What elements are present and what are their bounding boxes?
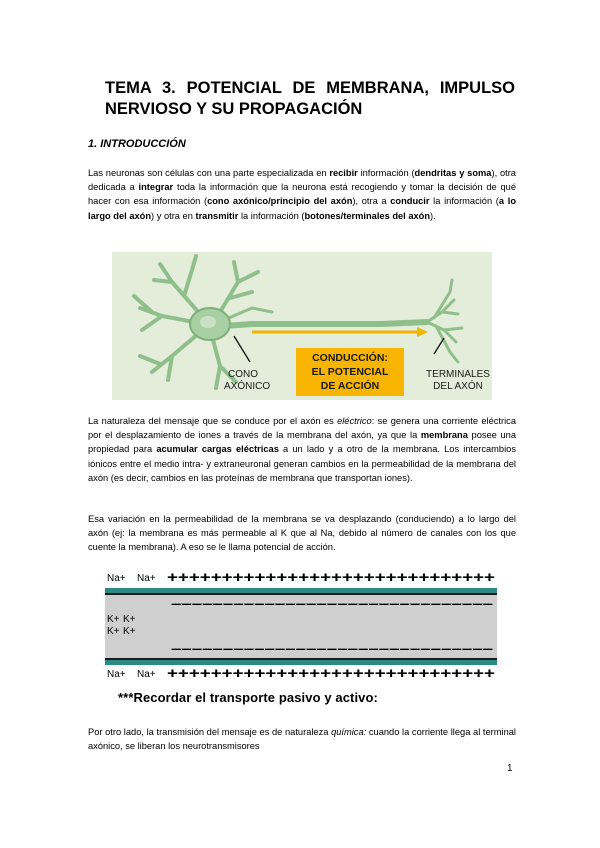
box-line2: EL POTENCIAL bbox=[311, 366, 389, 378]
minus-row-bottom: ––––––––––––––––––––––––––––––– bbox=[171, 640, 494, 656]
recall-note: ***Recordar el transporte pasivo y activo: bbox=[118, 690, 378, 705]
membrane-bottom-edge bbox=[105, 658, 497, 660]
box-line1: CONDUCCIÓN: bbox=[312, 352, 388, 364]
title-line-2: NERVIOSO Y SU PROPAGACIÓN bbox=[105, 100, 363, 118]
plus-row-top: ++++++++++++++++++++++++++++++ bbox=[167, 569, 496, 586]
paragraph-chemical: Por otro lado, la transmisión del mensaje es de naturaleza química: cuando la corriente llega al terminal axónico, se liberan los neurotransmisores bbox=[88, 727, 516, 752]
minus-row-top: ––––––––––––––––––––––––––––––– bbox=[171, 595, 494, 611]
document-title bbox=[105, 78, 515, 120]
k-label-1: K+ bbox=[107, 614, 120, 625]
neuron-figure bbox=[112, 252, 492, 400]
page-number: 1 bbox=[507, 763, 513, 774]
paragraph-intro: Las neuronas son células con una parte especializada en recibir información (dendritas y soma), otra dedicada a integrar toda la información que la neurona está recogiendo y tomar la decisión de qué hacer con esa información (cono axónico/principio del axón), otra a conducir la información (a lo largo del axón) y otra en transmitir la información (botones/terminales del axón). bbox=[88, 168, 517, 221]
plus-row-bottom: ++++++++++++++++++++++++++++++ bbox=[167, 665, 496, 682]
label-terminals-line1: TERMINALES bbox=[426, 369, 490, 380]
na-label-bottom-1: Na+ bbox=[107, 669, 126, 680]
k-label-2: K+ bbox=[123, 614, 136, 625]
membrane-figure bbox=[105, 568, 497, 708]
label-cone-line2: AXÓNICO bbox=[224, 381, 271, 392]
na-label-top-1: Na+ bbox=[107, 573, 126, 584]
na-label-top-2: Na+ bbox=[137, 573, 156, 584]
section-heading: 1. INTRODUCCIÓN bbox=[88, 138, 186, 150]
label-cone-line1: CONO bbox=[228, 369, 258, 380]
na-label-bottom-2: Na+ bbox=[137, 669, 156, 680]
k-label-3: K+ bbox=[107, 626, 120, 637]
paragraph-permeability: Esa variación en la permeabilidad de la membrana se va desplazando (conduciendo) a lo largo del axón (ej: la membrana es más permeable al K que al Na, debido al número de canales con los que cuente la membrana). A eso se le llama potencial de acción. bbox=[88, 514, 516, 553]
nucleus bbox=[200, 316, 216, 328]
title-line-1: TEMA 3. POTENCIAL DE MEMBRANA, IMPULSO bbox=[105, 79, 515, 97]
paragraph-electric: La naturaleza del mensaje que se conduce por el axón es eléctrico: se genera una corriente eléctrica por el desplazamiento de iones a través de la membrana del axón, ya que la membrana posee una propiedad para acumular cargas eléctricas a un lado y a otro de la membrana. Los intercambios iónicos entre el medio intra- y extraneuronal generan cambios en la permeabilidad de la membrana del axón (es decir, cambios en las proteínas de membrana que transportan iones). bbox=[88, 416, 516, 483]
k-label-4: K+ bbox=[123, 626, 136, 637]
box-line3: DE ACCIÓN bbox=[320, 380, 380, 392]
label-terminals-line2: DEL AXÓN bbox=[433, 381, 483, 392]
membrane-top-line bbox=[105, 588, 497, 593]
